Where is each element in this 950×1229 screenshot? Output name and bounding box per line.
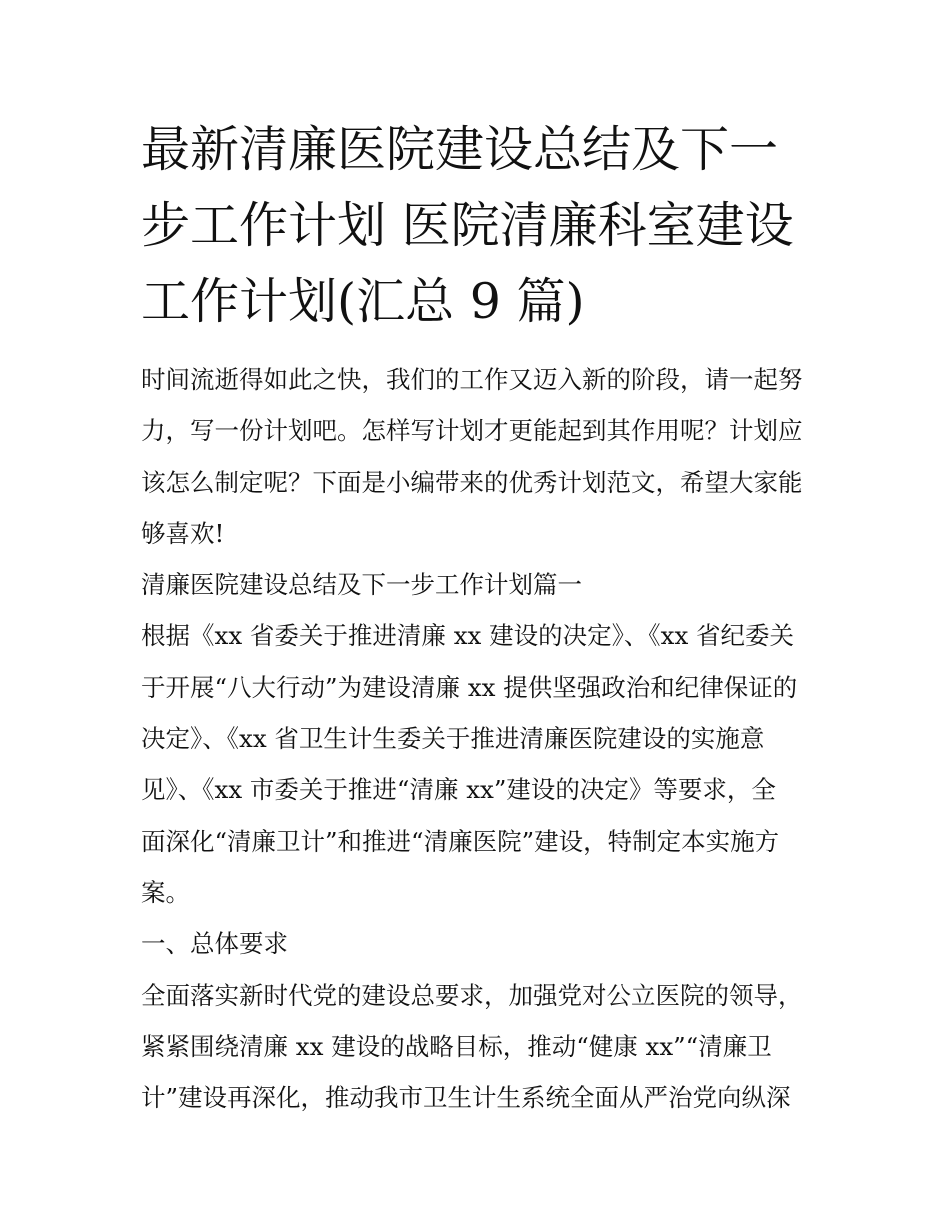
paragraph-line: 见》、《xx 市委关于推进“清廉 xx”建设的决定》等要求，全 [141,775,776,805]
document-title [141,112,821,340]
intro-paragraph-line: 时间流逝得如此之快，我们的工作又迈入新的阶段，请一起努 [141,365,803,394]
paragraph-line: 于开展“八大行动”为建设清廉 xx 提供坚强政治和纪律保证的 [141,672,798,702]
title-line: 最新清廉医院建设总结及下一 [141,121,779,178]
document-body [141,354,821,1123]
paragraph-line: 案。 [141,877,190,907]
paragraph-line: 全面落实新时代党的建设总要求，加强党对公立医院的领导， [141,980,803,1010]
paragraph-line: 面深化“清廉卫计”和推进“清廉医院”建设，特制定本实施方 [141,826,780,856]
paragraph-line: 根据《xx 省委关于推进清廉 xx 建设的决定》、《xx 省纪委关 [141,621,795,651]
intro-paragraph-line: 该怎么制定呢？下面是小编带来的优秀计划范文，希望大家能 [141,467,803,497]
subsection-heading: 一、总体要求 [141,929,288,959]
intro-paragraph-line: 够喜欢! [141,518,225,548]
intro-paragraph-line: 力，写一份计划吧。怎样写计划才更能起到其作用呢？计划应 [141,416,803,446]
paragraph-line: 决定》、《xx 省卫生计生委关于推进清廉医院建设的实施意 [141,724,765,754]
section-heading: 清廉医院建设总结及下一步工作计划篇一 [141,570,582,600]
title-line: 步工作计划 医院清廉科室建设 [141,197,794,254]
paragraph-line: 紧紧围绕清廉 xx 建设的战略目标，推动“健康 xx”“清廉卫 [141,1031,772,1061]
paragraph-line: 计”建设再深化，推动我市卫生计生系统全面从严治党向纵深 [141,1083,791,1113]
title-line: 工作计划(汇总 9 篇) [141,273,585,330]
